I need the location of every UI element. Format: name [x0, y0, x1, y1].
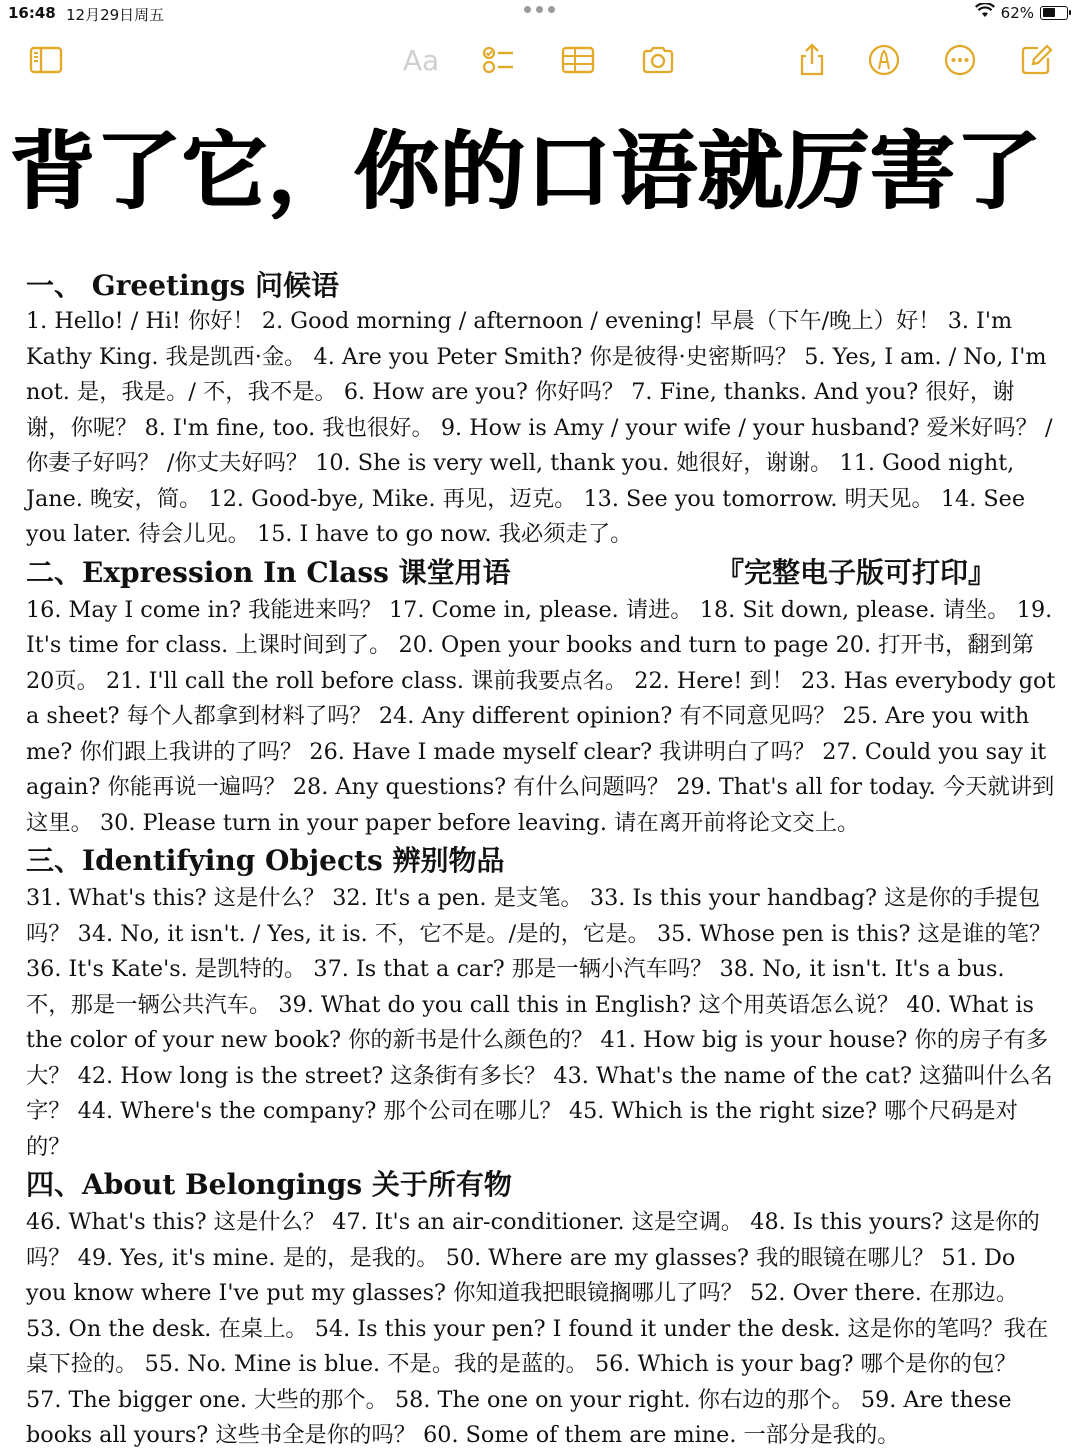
- more-button[interactable]: [940, 38, 980, 82]
- compose-button[interactable]: [1016, 38, 1056, 82]
- section-heading-text: 一、 Greetings 问候语: [26, 269, 340, 302]
- section-heading-about-belongings: [26, 1165, 1056, 1205]
- section-heading-greetings: [26, 266, 1056, 306]
- multitasking-dots[interactable]: [524, 6, 555, 13]
- compose-icon: [1018, 42, 1054, 78]
- markup-button[interactable]: [864, 38, 904, 82]
- camera-icon: [640, 42, 676, 78]
- camera-button[interactable]: [638, 38, 678, 82]
- checklist-button[interactable]: [478, 38, 518, 82]
- more-icon: [942, 42, 978, 78]
- checklist-icon: [480, 42, 516, 78]
- section-heading-text: 三、Identifying Objects 辨别物品: [26, 844, 505, 877]
- sidebar-toggle-button[interactable]: [26, 38, 66, 82]
- section-heading-text: 四、About Belongings 关于所有物: [26, 1168, 512, 1201]
- status-bar: [0, 0, 1080, 28]
- markup-icon: [866, 42, 902, 78]
- status-date: 12月29日周五: [66, 6, 165, 24]
- section-heading-identifying-objects: [26, 841, 1056, 881]
- section-heading-text: 二、Expression In Class 课堂用语: [26, 555, 511, 589]
- printable-version-note: 『完整电子版可打印』: [716, 555, 997, 589]
- section-body-identifying-objects: 31. What's this? 这是什么？ 32. It's a pen. 是支笔。 33. Is this your handbag? 这是你的手提包吗？ 34. No, it isn't. / Yes, it is. 不，它不是。/是的，它是。 35. Whose pen is this? 这是谁的笔？ 36. It's Kate's. 是凯特的。 37. Is that a car? 那是一辆小汽车吗？ 38. No, it isn't. It's a bus. 不，那是一辆公共汽车。 39. What do you call this in English? 这个用英语怎么说？ 40. What is the color of your new book? 你的新书是什么颜色的？ 41. How big is your house? 你的房子有多大？ 42. How long is the street? 这条街有多长？ 43. What's the name of the cat? 这猫叫什么名字？ 44. Where's the company? 那个公司在哪儿？ 45. Which is the right size? 哪个尺码是对的？: [26, 885, 1053, 1160]
- status-time: 16:48: [8, 4, 56, 22]
- table-icon: [560, 42, 596, 78]
- battery-percent: 62%: [1000, 3, 1034, 22]
- status-right: [975, 3, 1068, 22]
- section-body-about-belongings: 46. What's this? 这是什么？ 47. It's an air-conditioner. 这是空调。 48. Is this yours? 这是你的吗？ 49. Yes, it's mine. 是的，是我的。 50. Where are my glasses? 我的眼镜在哪儿？ 51. Do you know where I've put my glasses? 你知道我把眼镜搁哪儿了吗？ 52. Over there. 在那边。 53. On the desk. 在桌上。 54. Is this your pen? I found it under the desk. 这是你的笔吗？我在桌下捡的。 55. No. Mine is blue. 不是。我的是蓝的。 56. Which is your bag? 哪个是你的包？ 57. The bigger one. 大些的那个。 58. The one on your right. 你右边的那个。 59. Are these books all yours? 这些书全是你的吗？ 60. Some of them are mine. 一部分是我的。: [26, 1209, 1049, 1448]
- share-icon: [794, 42, 830, 78]
- battery-icon: [1040, 6, 1068, 20]
- note-body[interactable]: [26, 266, 1056, 1454]
- text-format-button[interactable]: Aa: [402, 43, 440, 77]
- note-title[interactable]: 背了它，你的口语就厉害了: [10, 123, 1043, 222]
- share-button[interactable]: [792, 38, 832, 82]
- wifi-icon: [975, 3, 995, 22]
- notes-toolbar: [0, 38, 1080, 84]
- sidebar-icon: [28, 42, 64, 78]
- section-body-greetings: 1. Hello! / Hi! 你好！ 2. Good morning / afternoon / evening! 早晨（下午/晚上）好！ 3. I'm Kathy King. 我是凯西·金。 4. Are you Peter Smith? 你是彼得·史密斯吗？ 5. Yes, I am. / No, I'm not. 是，我是。/ 不，我不是。 6. How are you? 你好吗？ 7. Fine, thanks. And you? 很好，谢谢，你呢？ 8. I'm fine, too. 我也很好。 9. How is Amy / your wife / your husband? 爱米好吗？ / 你妻子好吗？ /你丈夫好吗？ 10. She is very well, thank you. 她很好，谢谢。 11. Good night, Jane. 晚安，简。 12. Good-bye, Mike. 再见，迈克。 13. See you tomorrow. 明天见。 14. See you later. 待会儿见。 15. I have to go now. 我必须走了。: [26, 308, 1053, 547]
- section-heading-expression-in-class: [26, 553, 1056, 593]
- section-body-expression-in-class: 16. May I come in? 我能进来吗？ 17. Come in, please. 请进。 18. Sit down, please. 请坐。 19. It's time for class. 上课时间到了。 20. Open your books and turn to page 20. 打开书，翻到第20页。 21. I'll call the roll before class. 课前我要点名。 22. Here! 到！ 23. Has everybody got a sheet? 每个人都拿到材料了吗？ 24. Any different opinion? 有不同意见吗？ 25. Are you with me? 你们跟上我讲的了吗？ 26. Have I made myself clear? 我讲明白了吗？ 27. Could you say it again? 你能再说一遍吗？ 28. Any questions? 有什么问题吗？ 29. That's all for today. 今天就讲到这里。 30. Please turn in your paper before leaving. 请在离开前将论文交上。: [26, 596, 1056, 836]
- table-button[interactable]: [558, 38, 598, 82]
